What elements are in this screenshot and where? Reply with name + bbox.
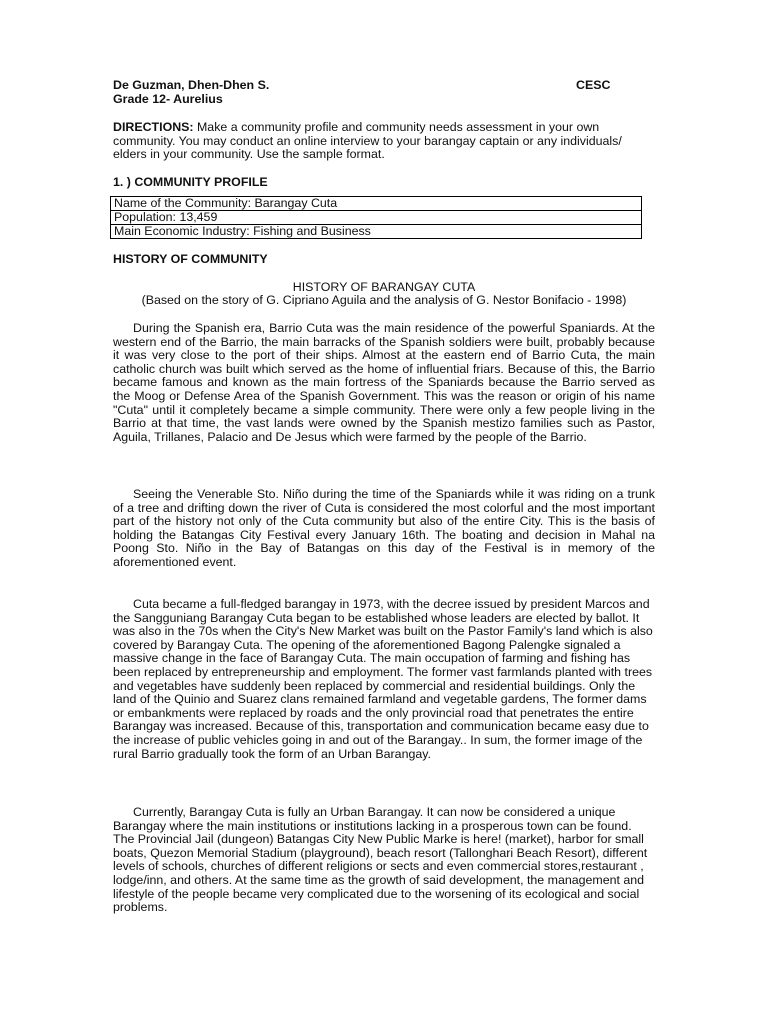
population-cell: Population: 13,459: [111, 211, 642, 225]
student-name: De Guzman, Dhen-Dhen S.: [113, 78, 270, 92]
subject-code: CESC: [576, 78, 611, 92]
grade-section: Grade 12- Aurelius: [113, 92, 223, 106]
paragraph-text: Currently, Barangay Cuta is fully an Urban Barangay. It can now be considered a unique Barangay where the main institutions or institutions lacking in a prosperous town can be found. The Provincial Jail (dungeon) Batangas City New Public Marke is here! (market), harbor for small boats, Quezon Memorial Stadium (playground), beach resort (Tallonghari Beach Resort), different levels of schools, churches of different religions or sects and even commercial stores,restaurant , lodge/inn, and others. At the same time as the growth of said development, the management and lifestyle of the people became very complicated due to the worsening of its ecological and social problems.: [113, 805, 648, 915]
paragraph-text: Cuta became a full-fledged barangay in 1973, with the decree issued by president Marcos and the Sangguniang Barangay Cuta began to be established whose leaders are elected by ballot. It was also in the 70s when the City's New Market was built on the Pastor Family's land which is also covered by Barangay Cuta. The opening of the aforementioned Bagong Palengke signaled a massive change in the face of Barangay Cuta. The main occupation of farming and fishing has been replaced by entrepreneurship and employment. The former vast farmlands planted with trees and vegetables have suddenly been replaced by commercial and residential buildings. Only the land of the Quinio and Suarez clans remained farmland and vegetable gardens, The former dams or embankments were replaced by roads and the only provincial road that penetrates the entire Barangay was increased. Because of this, transportation and communication became easy due to the increase of public vehicles going in and out of the Barangay.. In sum, the former image of the rural Barrio gradually took the form of an Urban Barangay.: [113, 597, 653, 761]
directions-text: Make a community profile and community needs assessment in your own community. You may conduct an online interview to your barangay captain or any individuals/ elders in your community. Use the sample format.: [113, 120, 622, 162]
history-heading: HISTORY OF COMMUNITY: [113, 252, 268, 266]
history-source: (Based on the story of G. Cipriano Aguila and the analysis of G. Nestor Bonifacio - 1998): [141, 293, 627, 307]
history-paragraph-2: [113, 488, 655, 570]
history-paragraph-4: [113, 806, 655, 915]
community-name-cell: Name of the Community: Barangay Cuta: [111, 197, 642, 211]
history-paragraph-1: [113, 322, 655, 444]
community-profile-table: [110, 196, 642, 239]
paragraph-text: Seeing the Venerable Sto. Niño during the time of the Spaniards while it was riding on a trunk of a tree and drifting down the river of Cuta is considered the most colorful and the most important part of the history not only of the Cuta community but also of the entire City. This is the basis of holding the Batangas City Festival every January 16th. The boating and decision in Mahal na Poong Sto. Niño in the Bay of Batangas on this day of the Festival is in memory of the aforementioned event.: [113, 487, 655, 569]
paragraph-text: During the Spanish era, Barrio Cuta was the main residence of the powerful Spaniards. At the western end of the Barrio, the main barracks of the Spanish soldiers were built, probably because it was very close to the port of their ships. Almost at the eastern end of Barrio Cuta, the main catholic church was built which served as the home of influential friars. Because of this, the Barrio became famous and known as the main fortress of the Spaniards because the Barrio served as the Moog or Defense Area of the Spanish Government. This was the reason or origin of his name "Cuta" until it completely became a simple community. There were only a few people living in the Barrio at that time, the vast lands were owned by the Spanish mestizo families such as Pastor, Aguila, Trillanes, Palacio and De Jesus which were farmed by the people of the Barrio.: [113, 321, 655, 444]
history-paragraph-3: [113, 598, 655, 761]
history-title: HISTORY OF BARANGAY CUTA: [292, 280, 476, 294]
community-profile-heading: 1. ) COMMUNITY PROFILE: [113, 175, 268, 189]
economic-industry-cell: Main Economic Industry: Fishing and Business: [111, 225, 642, 239]
directions-label: DIRECTIONS:: [113, 120, 194, 134]
table-row: [111, 211, 642, 225]
table-row: [111, 197, 642, 211]
directions: [113, 121, 655, 162]
table-row: [111, 225, 642, 239]
